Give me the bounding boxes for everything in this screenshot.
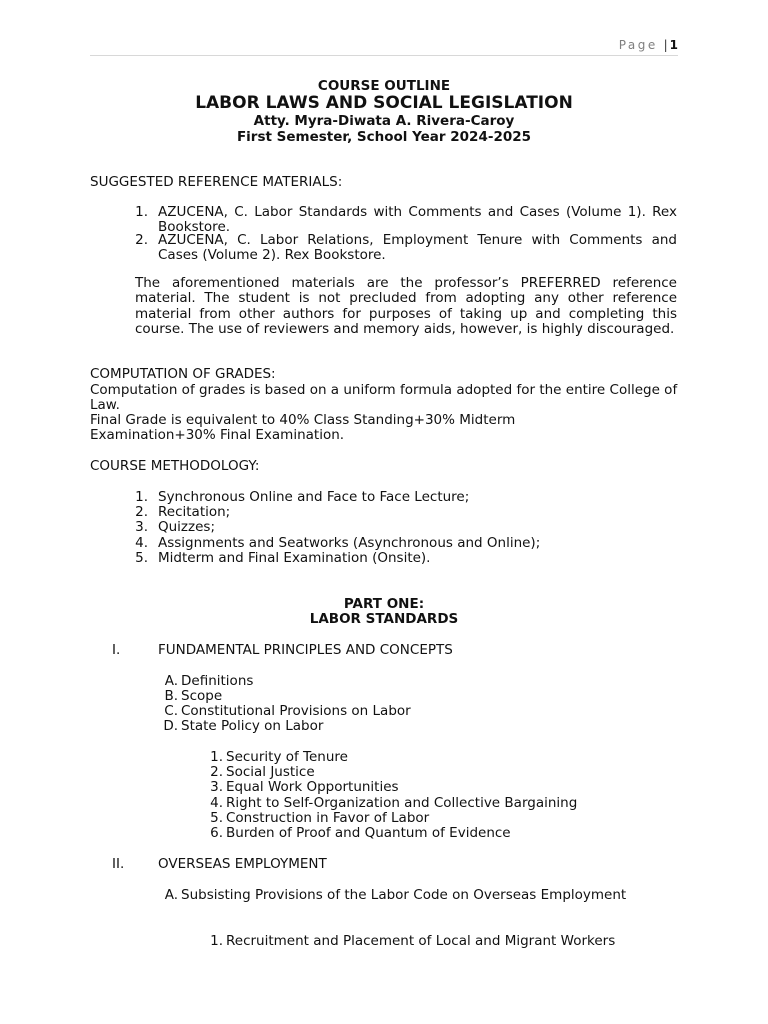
page-header xyxy=(90,38,678,56)
grades-heading: COMPUTATION OF GRADES: xyxy=(90,366,276,382)
course-title: LABOR LAWS AND SOCIAL LEGISLATION xyxy=(195,93,573,113)
methodology-item: Quizzes; xyxy=(158,519,215,535)
topic-item: Subsisting Provisions of the Labor Code on Overseas Employment xyxy=(181,887,627,903)
methodology-number: 5. xyxy=(135,550,148,566)
subtopic-number: 5. xyxy=(210,810,223,826)
subtopic-number: 1. xyxy=(210,933,223,949)
semester-info: First Semester, School Year 2024-2025 xyxy=(236,129,532,145)
subtopic-item: Recruitment and Placement of Local and Migrant Workers xyxy=(226,933,616,949)
course-outline-heading: COURSE OUTLINE xyxy=(317,78,451,94)
reference-number: 1. xyxy=(135,204,148,220)
topic-letter: C. xyxy=(164,703,178,719)
title-block xyxy=(90,78,678,145)
section-number: II. xyxy=(112,856,125,872)
section-title: FUNDAMENTAL PRINCIPLES AND CONCEPTS xyxy=(158,642,453,658)
reference-item: AZUCENA, C. Labor Standards with Comments and Cases (Volume 1). Rex Bookstore. xyxy=(158,204,677,236)
topic-item: Scope xyxy=(181,688,223,704)
section-number: I. xyxy=(112,642,121,658)
topic-letter: A. xyxy=(164,887,178,903)
subtopic-number: 3. xyxy=(210,779,223,795)
subtopic-item: Construction in Favor of Labor xyxy=(226,810,430,826)
topic-item: Constitutional Provisions on Labor xyxy=(181,703,411,719)
topic-letter: B. xyxy=(164,688,178,704)
subtopic-item: Social Justice xyxy=(226,764,315,780)
section-title: OVERSEAS EMPLOYMENT xyxy=(158,856,327,872)
topic-item: Definitions xyxy=(181,673,254,689)
subtopic-item: Right to Self-Organization and Collective Bargaining xyxy=(226,795,578,811)
subtopic-number: 6. xyxy=(210,825,223,841)
part-heading: PART ONE: xyxy=(343,596,425,612)
methodology-number: 1. xyxy=(135,489,148,505)
methodology-heading: COURSE METHODOLOGY: xyxy=(90,458,260,474)
subtopic-item: Security of Tenure xyxy=(226,749,348,765)
methodology-number: 4. xyxy=(135,535,148,551)
subtopic-number: 2. xyxy=(210,764,223,780)
methodology-item: Assignments and Seatworks (Asynchronous and Online); xyxy=(158,535,541,551)
subtopic-number: 1. xyxy=(210,749,223,765)
grades-formula: Final Grade is equivalent to 40% Class Standing+30% Midterm Examination+30% Final Examination. xyxy=(90,412,516,444)
instructor-name: Atty. Myra-Diwata A. Rivera-Caroy xyxy=(253,113,515,129)
topic-letter: A. xyxy=(164,673,178,689)
subtopic-item: Burden of Proof and Quantum of Evidence xyxy=(226,825,511,841)
methodology-item: Midterm and Final Examination (Onsite). xyxy=(158,550,431,566)
reference-number: 2. xyxy=(135,232,148,248)
part-subheading: LABOR STANDARDS xyxy=(309,611,459,627)
subtopic-number: 4. xyxy=(210,795,223,811)
methodology-item: Recitation; xyxy=(158,504,231,520)
page-number: 1 xyxy=(669,38,678,52)
reference-note: The aforementioned materials are the professor’s PREFERRED reference material. The student is not precluded from adopting any other reference material from other authors for purposes of taking up and completing this course. The use of reviewers and memory aids, however, is highly discouraged. xyxy=(135,275,677,337)
topic-item: State Policy on Labor xyxy=(181,718,324,734)
reference-item: AZUCENA, C. Labor Relations, Employment Tenure with Comments and Cases (Volume 2). Rex Bookstore. xyxy=(158,232,677,264)
methodology-item: Synchronous Online and Face to Face Lecture; xyxy=(158,489,470,505)
references-heading: SUGGESTED REFERENCE MATERIALS: xyxy=(90,174,343,190)
methodology-number: 3. xyxy=(135,519,148,535)
grades-formula-basis: Computation of grades is based on a uniform formula adopted for the entire College of Law. xyxy=(90,382,678,414)
page-separator: | xyxy=(663,38,668,52)
topic-letter: D. xyxy=(163,718,178,734)
subtopic-item: Equal Work Opportunities xyxy=(226,779,399,795)
page-label: Page xyxy=(618,38,658,52)
methodology-number: 2. xyxy=(135,504,148,520)
